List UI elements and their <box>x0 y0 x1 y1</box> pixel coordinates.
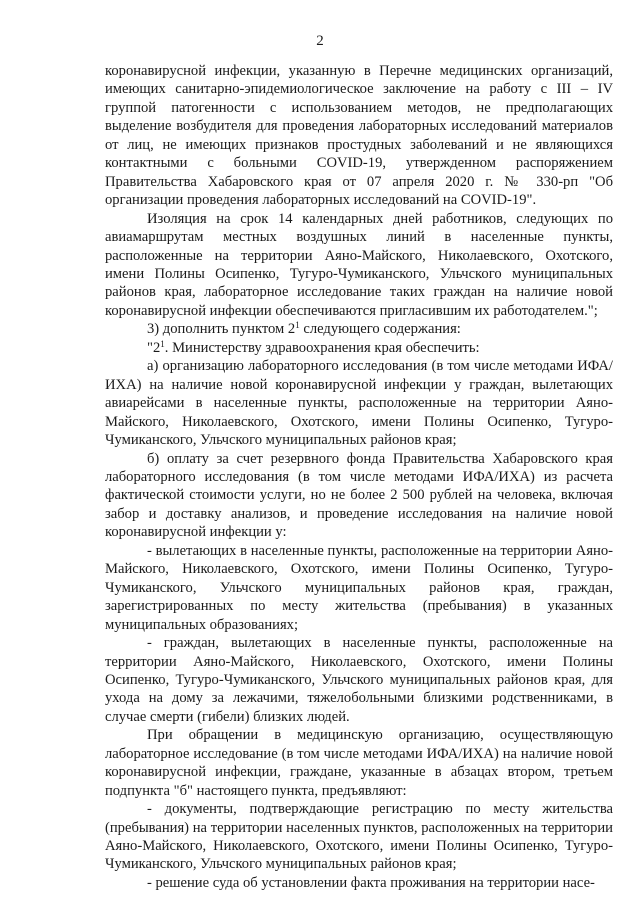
paragraph-11: - решение суда об установлении факта проживания на территории насе- <box>147 874 595 891</box>
paragraph-2: Изоляция на срок 14 календарных дней работников, следующих по авиамаршрутам местных воздушных линий в населенные пункты, расположенные на территории Аяно-Майского, Николаевского, Охотского, имени Полины Осипенко, Тугуро-Чумиканского, Ульчского муниципальных районов края, лабораторное исследование таких граждан на наличие новой коронавирусной инфекции обеспечиваются пригласившим их работодателем."; <box>105 210 613 319</box>
paragraph-6: б) оплату за счет резервного фонда Правительства Хабаровского края лабораторного исследования (в том числе методами ИФА/ИХА) из расчета фактической стоимости услуги, но не более 2 500 рублей на человека, включая забор и доставку анализов, и проведение исследования на наличие новой коронавирусной инфекции у: <box>105 450 613 541</box>
paragraph-7: - вылетающих в населенные пункты, расположенные на территории Аяно-Майского, Николаевского, Охотского, имени Полины Осипенко, Тугуро-Чумиканского, Ульчского муниципальных районов края, граждан, зарегистрированных по месту жительства (пребывания) в указанных муниципальных образованиях; <box>105 542 613 633</box>
page-number: 2 <box>316 33 324 49</box>
paragraph-4-after: . Министерству здравоохранения края обеспечить: <box>164 339 480 356</box>
paragraph-4-superscript: 1 <box>160 338 165 349</box>
document-body <box>105 62 613 892</box>
paragraph-1: коронавирусной инфекции, указанную в Перечне медицинских организаций, имеющих санитарно-эпидемиологическое заключение на работу с III – IV группой патогенности с использованием методов, не предполагающих выделение возбудителя для проведения лабораторных исследований материалов от лиц, не имеющих признаков простудных заболеваний и не являющихся контактными с больными COVID-19, утвержденном распоряжением Правительства Хабаровского края от 07 апреля 2020 г. № 330-рп "Об организации проведения лабораторных исследований на COVID-19". <box>105 63 613 209</box>
paragraph-9: При обращении в медицинскую организацию, осуществляющую лабораторное исследование (в том числе методами ИФА/ИХА) на наличие новой коронавирусной инфекции, граждане, указанные в абзацах втором, третьем подпункта "б" настоящего пункта, предъявляют: <box>105 727 613 799</box>
paragraph-8: - граждан, вылетающих в населенные пункты, расположенные на территории Аяно-Майского, Николаевского, Охотского, имени Полины Осипенко, Тугуро-Чумиканского, Ульчского муниципальных районов края, для ухода на дому за лежачими, тяжелобольными близкими родственниками, в случае смерти (гибели) близких людей. <box>105 635 613 725</box>
paragraph-3-before: 3) дополнить пунктом 2 <box>147 321 296 338</box>
paragraph-3-after: следующего содержания: <box>299 321 461 338</box>
paragraph-3 <box>105 320 613 338</box>
paragraph-3-superscript: 1 <box>295 320 300 331</box>
paragraph-4-before: "2 <box>147 339 161 356</box>
paragraph-5: а) организацию лабораторного исследования (в том числе методами ИФА/ИХА) на наличие новой коронавирусной инфекции у граждан, вылетающих авиарейсами в населенные пункты, расположенные на территории Аяно-Майского, Николаевского, Охотского, имени Полины Осипенко, Тугуро-Чумиканского, Ульчского муниципальных районов края; <box>105 358 613 449</box>
paragraph-4 <box>105 339 613 357</box>
paragraph-10: - документы, подтверждающие регистрацию по месту жительства (пребывания) на территории населенных пунктов, расположенных на территории Аяно-Майского, Николаевского, Охотского, имени Полины Осипенко, Тугуро-Чумиканского, Ульчского муниципальных районов края; <box>105 801 613 873</box>
